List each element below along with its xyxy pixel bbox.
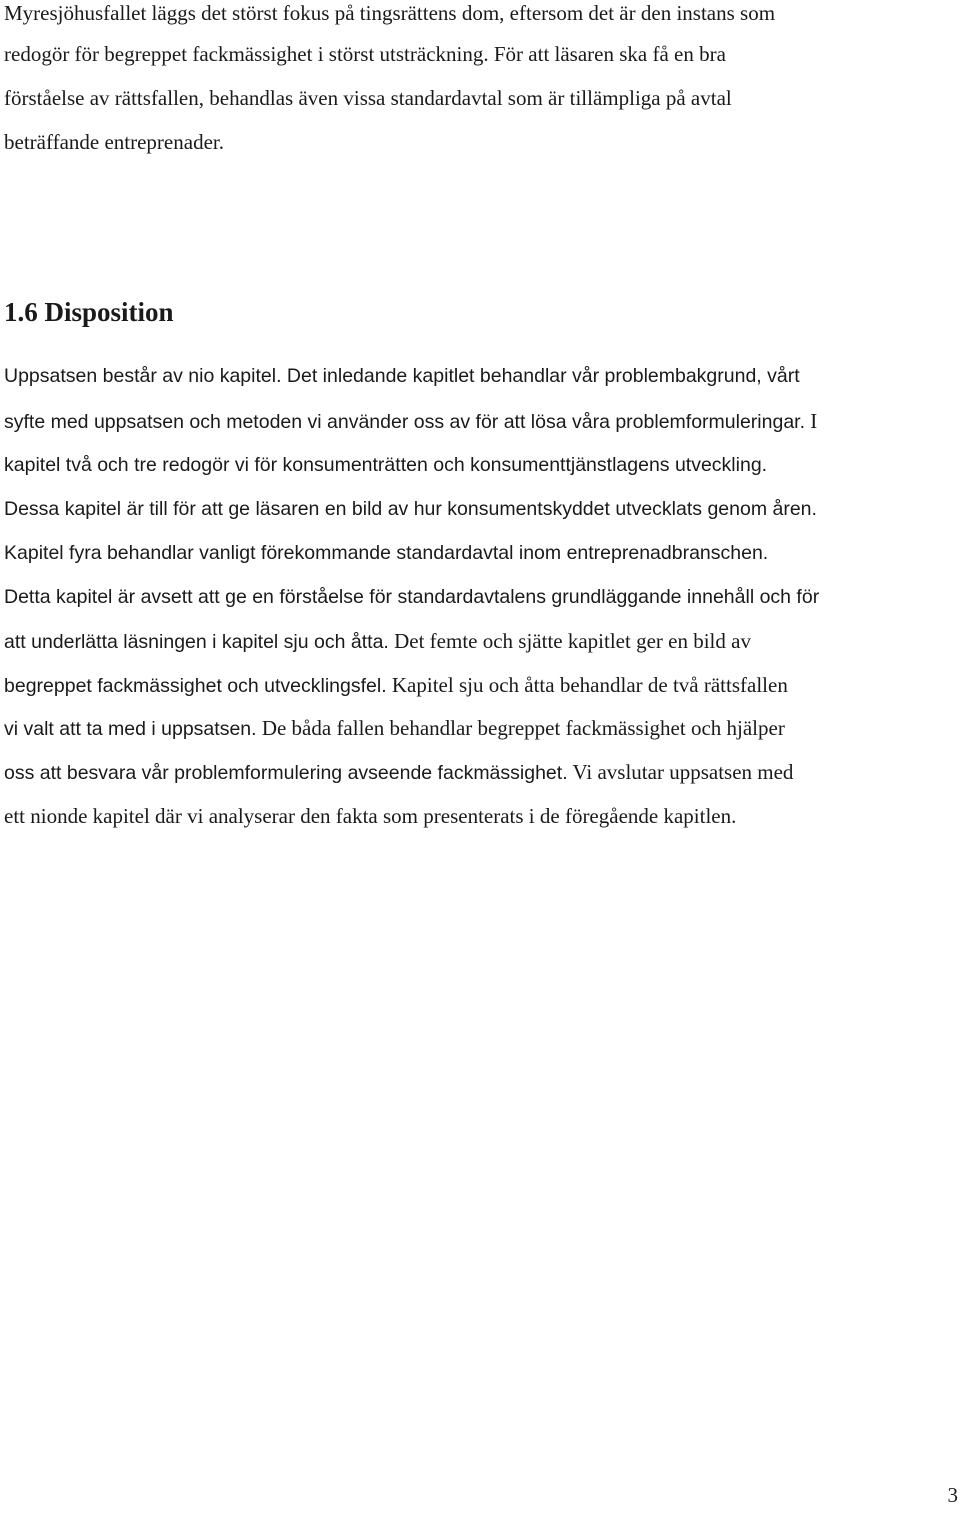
- disposition-line-3-text: kapitel två och tre redogör vi för konsumenträtten och konsumenttjänstlagens utveckling.: [4, 454, 768, 476]
- disposition-line-1: [4, 354, 800, 398]
- disposition-line-8-text-a: begreppet fackmässighet och utvecklingsfel.: [4, 675, 387, 697]
- disposition-line-3: [4, 443, 767, 487]
- disposition-line-7-text-b: Det femte och sjätte kapitlet ger en bild av: [388, 629, 751, 653]
- disposition-line-2: [4, 399, 817, 444]
- disposition-line-9-text-a: vi valt att ta med i uppsatsen.: [4, 718, 257, 740]
- intro-line-3: förståelse av rättsfallen, behandlas även vissa standardavtal som är tillämpliga på avtal: [4, 86, 732, 110]
- disposition-line-1-text-a: Uppsatsen består av nio kapitel.: [4, 365, 282, 387]
- disposition-line-11-text: ett nionde kapitel där vi analyserar den fakta som presenterats i de föregående kapitlen.: [4, 804, 737, 828]
- disposition-line-2-text-b: I: [805, 409, 818, 433]
- page-number: 3: [947, 1483, 958, 1507]
- disposition-line-8: [4, 663, 788, 708]
- disposition-line-4: [4, 487, 817, 531]
- disposition-line-1-text-b: Det inledande kapitlet behandlar vår problembakgrund, vårt: [281, 365, 800, 387]
- disposition-line-4-text: Dessa kapitel är till för att ge läsaren en bild av hur konsumentskyddet utvecklats genom åren.: [4, 498, 817, 520]
- disposition-line-10-text-b: Vi avslutar uppsatsen med: [567, 760, 794, 784]
- disposition-line-2-text-a: syfte med uppsatsen och metoden vi använder oss av för att lösa våra problemformuleringar.: [4, 411, 806, 433]
- disposition-line-8-text-b: Kapitel sju och åtta behandlar de två rättsfallen: [386, 673, 788, 697]
- disposition-line-6-text: Detta kapitel är avsett att ge en förståelse för standardavtalens grundläggande innehåll och för: [4, 586, 820, 608]
- disposition-line-11: [4, 794, 736, 838]
- disposition-line-9-text-b: De båda fallen behandlar begreppet fackmässighet och hjälper: [256, 716, 785, 740]
- intro-line-2: redogör för begreppet fackmässighet i störst utsträckning. För att läsaren ska få en bra: [4, 42, 726, 66]
- disposition-line-5: [4, 531, 768, 575]
- intro-line-4: beträffande entreprenader.: [4, 130, 224, 154]
- disposition-line-10: [4, 750, 793, 795]
- disposition-line-9: [4, 706, 785, 751]
- disposition-line-7-text-a: att underlätta läsningen i kapitel sju och åtta.: [4, 631, 389, 653]
- disposition-line-7: [4, 619, 751, 664]
- disposition-line-6: [4, 575, 819, 619]
- intro-line-1: Myresjöhusfallet läggs det störst fokus på tingsrättens dom, eftersom det är den instans som: [4, 1, 776, 25]
- disposition-line-10-text-a: oss att besvara vår problemformulering avseende fackmässighet.: [4, 762, 568, 784]
- disposition-line-5-text: Kapitel fyra behandlar vanligt förekommande standardavtal inom entreprenadbranschen.: [4, 542, 769, 564]
- section-heading: 1.6 Disposition: [4, 297, 174, 327]
